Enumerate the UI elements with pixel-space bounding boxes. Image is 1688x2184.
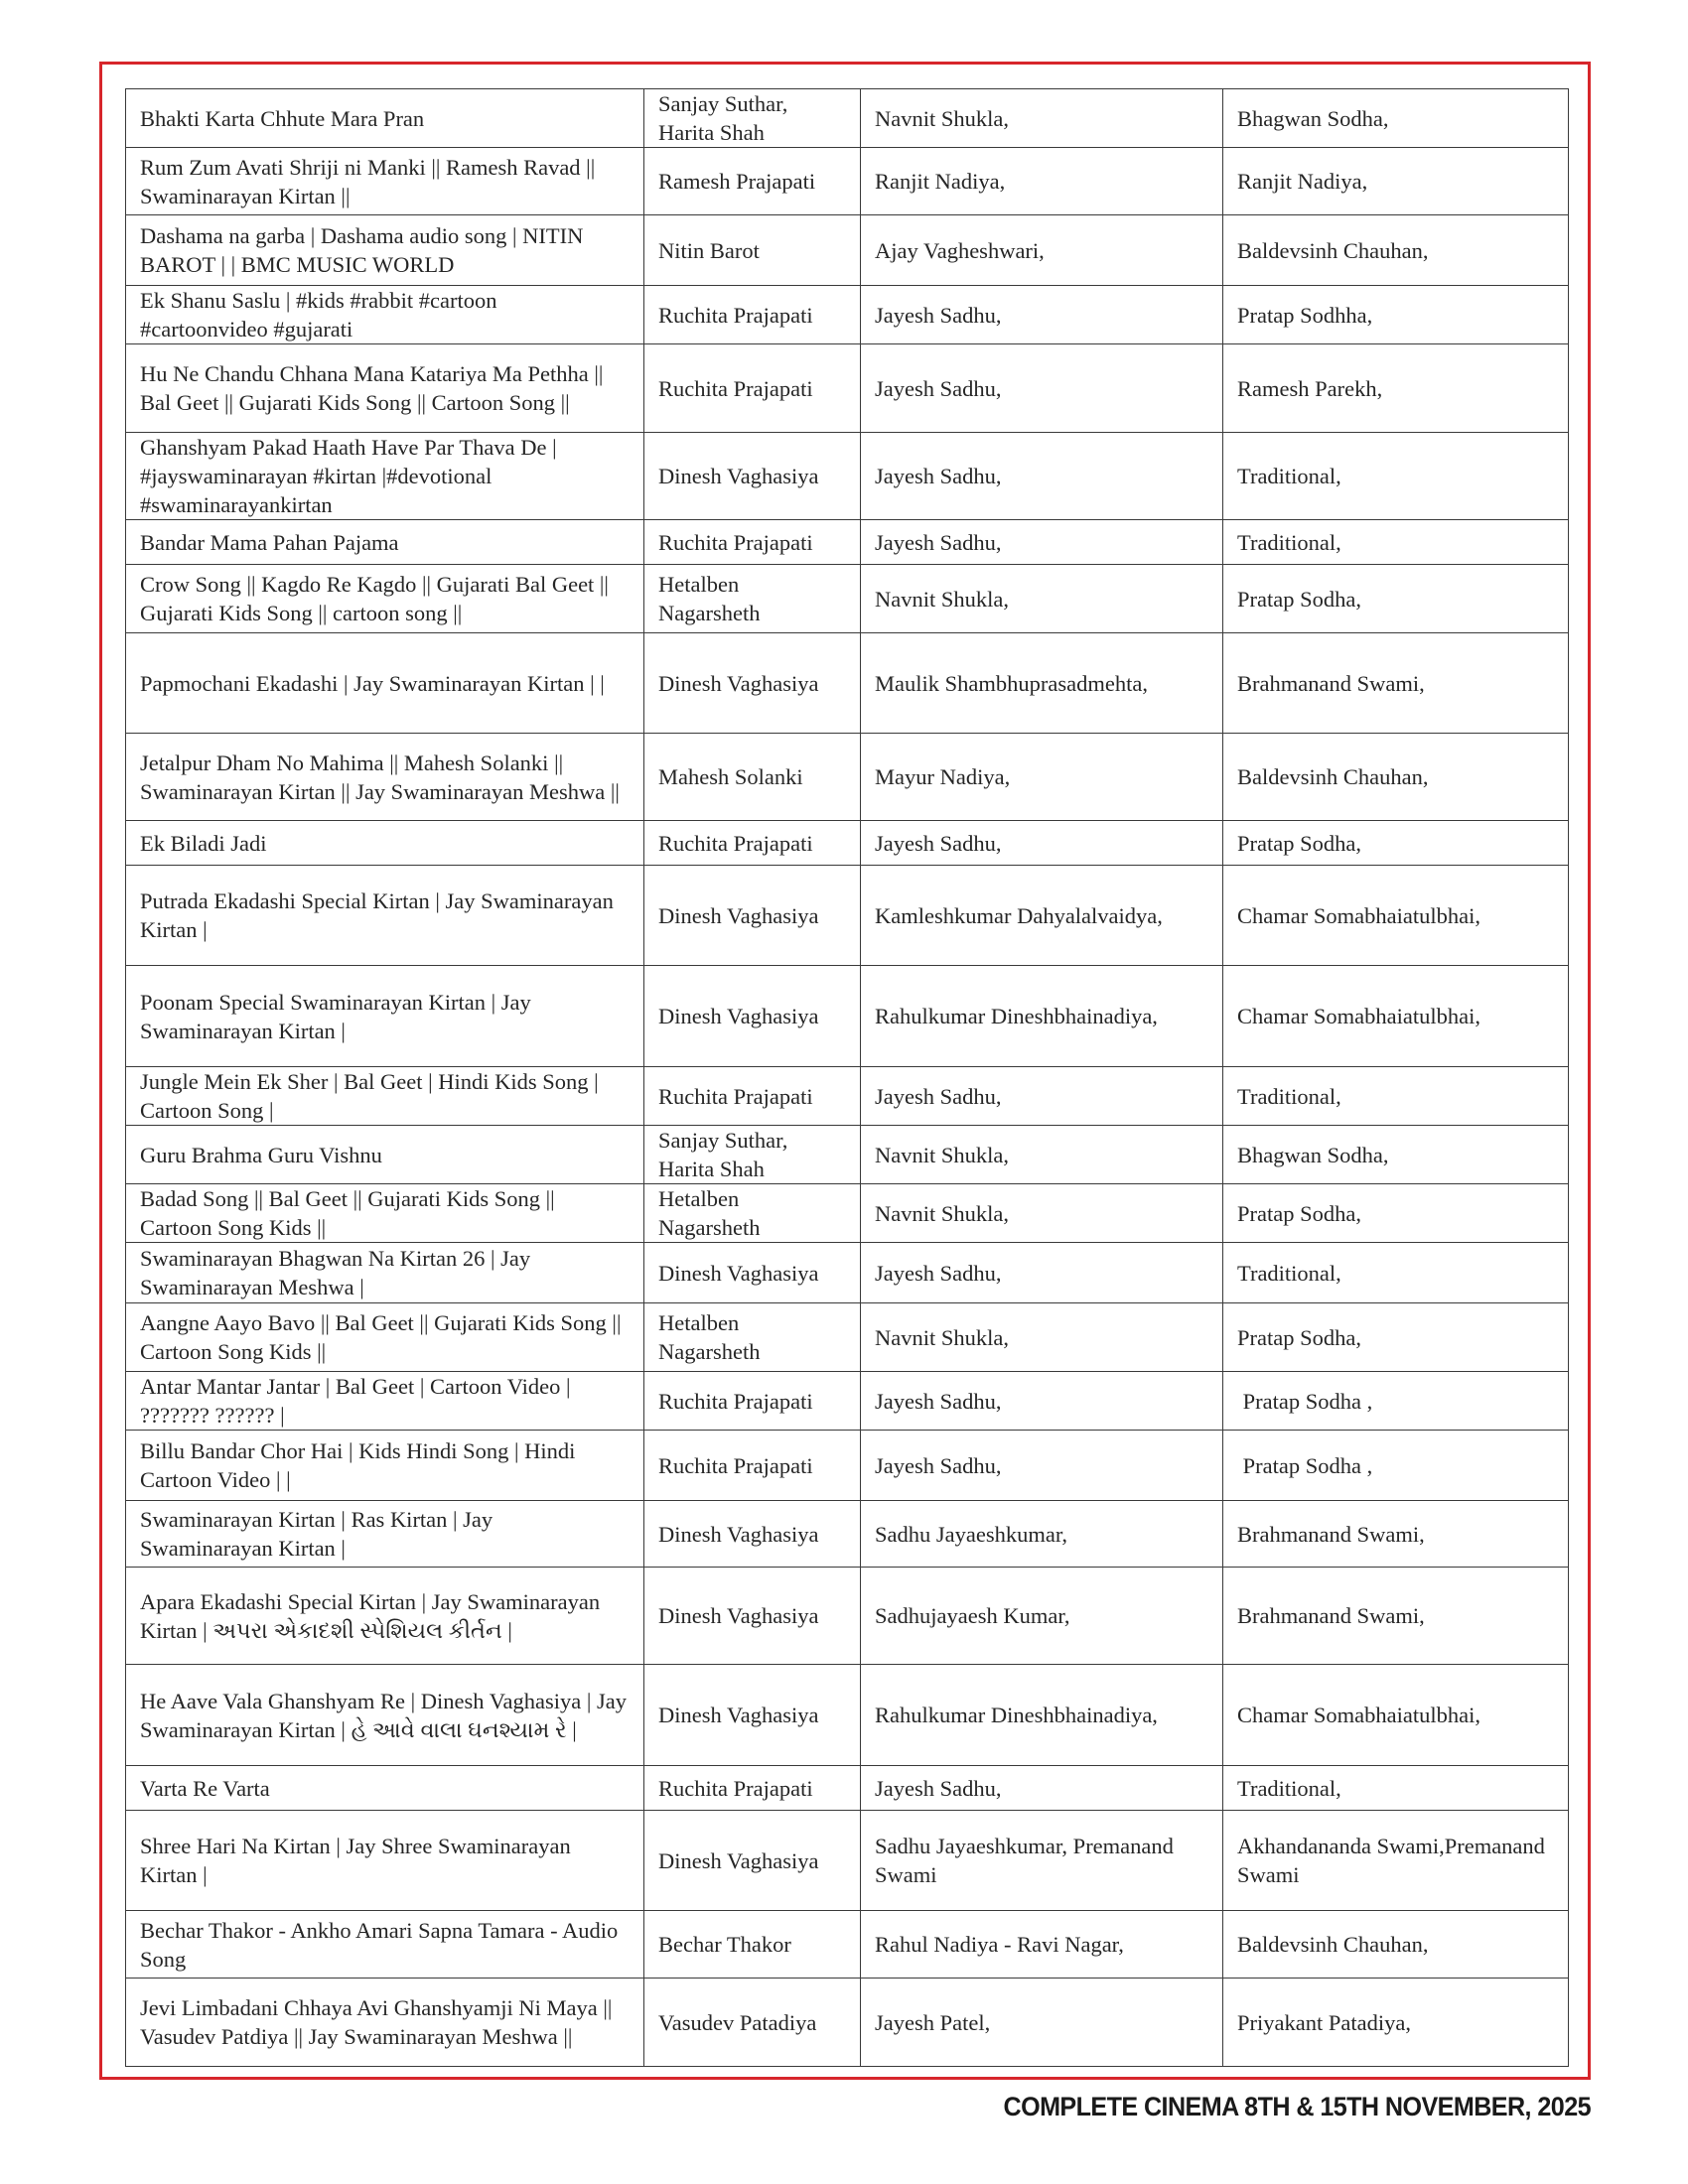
music-director-cell: Rahulkumar Dineshbhainadiya, [861,1665,1223,1766]
table-row [126,1911,1569,1979]
lyricist-cell: Brahmanand Swami, [1223,1568,1569,1665]
lyricist-cell: Pratap Sodhha, [1223,286,1569,344]
table-row [126,565,1569,633]
music-director-cell: Maulik Shambhuprasadmehta, [861,633,1223,734]
table-row [126,286,1569,344]
singer-cell: Ramesh Prajapati [644,148,861,215]
lyricist-cell: Chamar Somabhaiatulbhai, [1223,866,1569,966]
table-row [126,1126,1569,1184]
singer-cell: Sanjay Suthar, Harita Shah [644,89,861,148]
lyricist-cell: Chamar Somabhaiatulbhai, [1223,1665,1569,1766]
music-director-cell: Jayesh Sadhu, [861,1372,1223,1431]
music-director-cell: Navnit Shukla, [861,1126,1223,1184]
table-row [126,633,1569,734]
lyricist-cell: Traditional, [1223,1067,1569,1126]
music-director-cell: Sadhu Jayaeshkumar, Premanand Swami [861,1811,1223,1911]
singer-cell: Mahesh Solanki [644,734,861,821]
music-director-cell: Ranjit Nadiya, [861,148,1223,215]
singer-cell: Ruchita Prajapati [644,286,861,344]
table-row [126,1372,1569,1431]
music-director-cell: Navnit Shukla, [861,1184,1223,1243]
song-title-cell: Bechar Thakor - Ankho Amari Sapna Tamara - Audio Song [126,1911,644,1979]
singer-cell: Ruchita Prajapati [644,1431,861,1501]
music-director-cell: Jayesh Sadhu, [861,1766,1223,1811]
singer-cell: Dinesh Vaghasiya [644,966,861,1067]
singer-cell: Ruchita Prajapati [644,1067,861,1126]
table-row [126,520,1569,565]
lyricist-cell: Baldevsinh Chauhan, [1223,1911,1569,1979]
singer-cell: Nitin Barot [644,215,861,286]
music-director-cell: Mayur Nadiya, [861,734,1223,821]
table-row [126,734,1569,821]
singer-cell: Ruchita Prajapati [644,520,861,565]
table-row [126,1303,1569,1372]
lyricist-cell: Ramesh Parekh, [1223,344,1569,433]
song-title-cell: Jungle Mein Ek Sher | Bal Geet | Hindi Kids Song | Cartoon Song | [126,1067,644,1126]
lyricist-cell: Pratap Sodha , [1223,1372,1569,1431]
singer-cell: Sanjay Suthar, Harita Shah [644,1126,861,1184]
table-row [126,1665,1569,1766]
song-title-cell: Bandar Mama Pahan Pajama [126,520,644,565]
song-title-cell: Bhakti Karta Chhute Mara Pran [126,89,644,148]
song-title-cell: Rum Zum Avati Shriji ni Manki || Ramesh Ravad || Swaminarayan Kirtan || [126,148,644,215]
singer-cell: Dinesh Vaghasiya [644,633,861,734]
song-title-cell: Aangne Aayo Bavo || Bal Geet || Gujarati Kids Song || Cartoon Song Kids || [126,1303,644,1372]
lyricist-cell: Chamar Somabhaiatulbhai, [1223,966,1569,1067]
song-title-cell: Badad Song || Bal Geet || Gujarati Kids Song || Cartoon Song Kids || [126,1184,644,1243]
song-title-cell: He Aave Vala Ghanshyam Re | Dinesh Vaghasiya | Jay Swaminarayan Kirtan | હે આવે વાલા ઘનશ્યામ રે | [126,1665,644,1766]
singer-cell: Dinesh Vaghasiya [644,1811,861,1911]
lyricist-cell: Pratap Sodha, [1223,1184,1569,1243]
song-title-cell: Ghanshyam Pakad Haath Have Par Thava De | #jayswaminarayan #kirtan |#devotional #swaminarayankirtan [126,433,644,520]
lyricist-cell: Traditional, [1223,520,1569,565]
singer-cell: Ruchita Prajapati [644,1766,861,1811]
music-director-cell: Jayesh Sadhu, [861,821,1223,866]
singer-cell: Bechar Thakor [644,1911,861,1979]
lyricist-cell: Traditional, [1223,1243,1569,1303]
table-row [126,1501,1569,1568]
music-director-cell: Ajay Vagheshwari, [861,215,1223,286]
song-title-cell: Antar Mantar Jantar | Bal Geet | Cartoon Video | ??????? ?????? | [126,1372,644,1431]
song-title-cell: Swaminarayan Kirtan | Ras Kirtan | Jay Swaminarayan Kirtan | [126,1501,644,1568]
lyricist-cell: Bhagwan Sodha, [1223,1126,1569,1184]
music-director-cell: Navnit Shukla, [861,565,1223,633]
music-director-cell: Navnit Shukla, [861,89,1223,148]
song-title-cell: Shree Hari Na Kirtan | Jay Shree Swaminarayan Kirtan | [126,1811,644,1911]
lyricist-cell: Pratap Sodha, [1223,1303,1569,1372]
table-row [126,1243,1569,1303]
singer-cell: Dinesh Vaghasiya [644,866,861,966]
lyricist-cell: Akhandananda Swami,Premanand Swami [1223,1811,1569,1911]
table-row [126,1431,1569,1501]
music-director-cell: Jayesh Sadhu, [861,1243,1223,1303]
music-director-cell: Rahulkumar Dineshbhainadiya, [861,966,1223,1067]
singer-cell: Dinesh Vaghasiya [644,1501,861,1568]
music-director-cell: Jayesh Patel, [861,1979,1223,2067]
table-row [126,148,1569,215]
singer-cell: Ruchita Prajapati [644,1372,861,1431]
page-footer: COMPLETE CINEMA 8TH & 15TH NOVEMBER, 2025 [1003,2092,1591,2121]
lyricist-cell: Brahmanand Swami, [1223,1501,1569,1568]
song-title-cell: Guru Brahma Guru Vishnu [126,1126,644,1184]
singer-cell: Ruchita Prajapati [644,821,861,866]
song-title-cell: Swaminarayan Bhagwan Na Kirtan 26 | Jay Swaminarayan Meshwa | [126,1243,644,1303]
table-row [126,1184,1569,1243]
song-title-cell: Jetalpur Dham No Mahima || Mahesh Solanki || Swaminarayan Kirtan || Jay Swaminarayan Meshwa || [126,734,644,821]
lyricist-cell: Pratap Sodha , [1223,1431,1569,1501]
song-title-cell: Jevi Limbadani Chhaya Avi Ghanshyamji Ni Maya || Vasudev Patdiya || Jay Swaminarayan Meshwa || [126,1979,644,2067]
singer-cell: Ruchita Prajapati [644,344,861,433]
music-director-cell: Jayesh Sadhu, [861,433,1223,520]
song-title-cell: Ek Biladi Jadi [126,821,644,866]
singer-cell: Dinesh Vaghasiya [644,1243,861,1303]
song-credits-table [125,88,1569,2067]
lyricist-cell: Ranjit Nadiya, [1223,148,1569,215]
lyricist-cell: Traditional, [1223,1766,1569,1811]
singer-cell: Hetalben Nagarsheth [644,1184,861,1243]
song-title-cell: Hu Ne Chandu Chhana Mana Katariya Ma Pethha || Bal Geet || Gujarati Kids Song || Cartoon Song || [126,344,644,433]
table-row [126,215,1569,286]
table-row [126,1766,1569,1811]
lyricist-cell: Traditional, [1223,433,1569,520]
music-director-cell: Jayesh Sadhu, [861,344,1223,433]
singer-cell: Dinesh Vaghasiya [644,433,861,520]
song-title-cell: Apara Ekadashi Special Kirtan | Jay Swaminarayan Kirtan | અપરા એકાદશી સ્પેશિયલ કીર્તન | [126,1568,644,1665]
lyricist-cell: Pratap Sodha, [1223,565,1569,633]
song-title-cell: Ek Shanu Saslu | #kids #rabbit #cartoon #cartoonvideo #gujarati [126,286,644,344]
music-director-cell: Jayesh Sadhu, [861,520,1223,565]
table-row [126,1568,1569,1665]
music-director-cell: Jayesh Sadhu, [861,1067,1223,1126]
table-row [126,1979,1569,2067]
lyricist-cell: Baldevsinh Chauhan, [1223,215,1569,286]
singer-cell: Dinesh Vaghasiya [644,1665,861,1766]
table-row [126,89,1569,148]
song-title-cell: Dashama na garba | Dashama audio song | NITIN BAROT | | BMC MUSIC WORLD [126,215,644,286]
song-title-cell: Varta Re Varta [126,1766,644,1811]
singer-cell: Hetalben Nagarsheth [644,565,861,633]
song-title-cell: Crow Song || Kagdo Re Kagdo || Gujarati Bal Geet || Gujarati Kids Song || cartoon song || [126,565,644,633]
music-director-cell: Jayesh Sadhu, [861,1431,1223,1501]
table-row [126,433,1569,520]
lyricist-cell: Bhagwan Sodha, [1223,89,1569,148]
singer-cell: Dinesh Vaghasiya [644,1568,861,1665]
music-director-cell: Rahul Nadiya - Ravi Nagar, [861,1911,1223,1979]
music-director-cell: Kamleshkumar Dahyalalvaidya, [861,866,1223,966]
music-director-cell: Navnit Shukla, [861,1303,1223,1372]
song-title-cell: Papmochani Ekadashi | Jay Swaminarayan Kirtan | | [126,633,644,734]
music-director-cell: Jayesh Sadhu, [861,286,1223,344]
lyricist-cell: Pratap Sodha, [1223,821,1569,866]
song-title-cell: Putrada Ekadashi Special Kirtan | Jay Swaminarayan Kirtan | [126,866,644,966]
singer-cell: Vasudev Patadiya [644,1979,861,2067]
music-director-cell: Sadhujayaesh Kumar, [861,1568,1223,1665]
table-row [126,821,1569,866]
song-title-cell: Poonam Special Swaminarayan Kirtan | Jay Swaminarayan Kirtan | [126,966,644,1067]
table-row [126,866,1569,966]
lyricist-cell: Priyakant Patadiya, [1223,1979,1569,2067]
table-row [126,1811,1569,1911]
lyricist-cell: Brahmanand Swami, [1223,633,1569,734]
song-title-cell: Billu Bandar Chor Hai | Kids Hindi Song | Hindi Cartoon Video | | [126,1431,644,1501]
table-row [126,344,1569,433]
table-row [126,966,1569,1067]
music-director-cell: Sadhu Jayaeshkumar, [861,1501,1223,1568]
lyricist-cell: Baldevsinh Chauhan, [1223,734,1569,821]
singer-cell: Hetalben Nagarsheth [644,1303,861,1372]
table-row [126,1067,1569,1126]
